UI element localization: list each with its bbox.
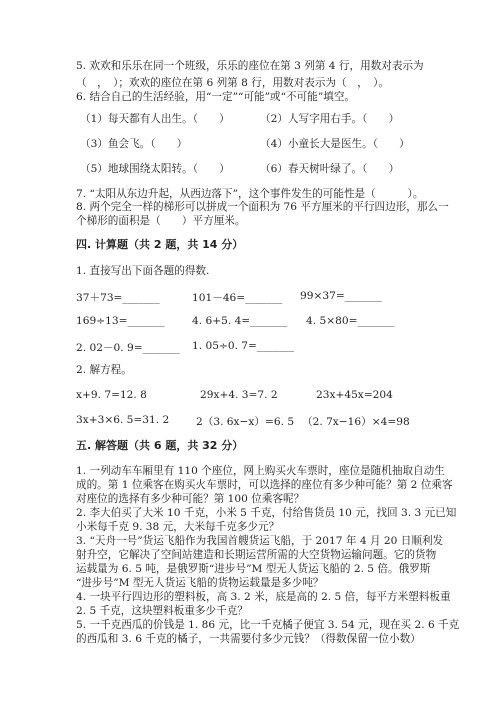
q5-line2: （ ， ）；欢欢的座位在第 6 列第 8 行，用数对表示为（ ， ）。 [76,77,389,89]
problem-line: 对座位的选择有多少种可能？第 100 位乘客呢？ [76,493,305,505]
problem-line: 2. 李大伯买了大米 10 千克，小米 5 千克，付给售货员 10 元，找回 3. 3 元已知 [76,507,457,519]
q6-item-1: （1）每天都有人出生。（ ） [80,113,230,125]
problem-line: 5. 一千克西瓜的价钱是 1. 86 元，比一千克橘子便宜 3. 54 元，现在买 2. 6 千克 [76,619,460,631]
calc-item: 99×37=_______ [300,290,382,302]
problem-line: 1. 一列动车车厢里有 110 个座位，网上购买火车票时，座位是随机抽取自动生 [76,465,445,477]
q6-intro: 6. 结合自己的生活经验，用“一定”“可能”或“不可能”填空。 [76,91,356,103]
equation-item: 3x+3×6. 5=31. 2 [76,414,170,426]
section4-title: 四. 计算题（共 2 题，共 14 分） [76,238,244,251]
section5-title: 五. 解答题（共 6 题，共 32 分） [76,439,244,452]
equation-item: 23x+45x=204 [316,389,393,401]
q6-item-5: （5）地球围绕太阳转。（ ） [80,163,230,175]
calc-item: 37＋73=_______ [76,292,160,304]
problem-line: 成的。第 1 位乘客在购买火车票时，可以选择的座位有多少种可能？第 2 位乘客 [76,479,453,491]
problem-line: 4. 一块平行四边形的塑料板，高 3. 2 米，底是高的 2. 5 倍，每平方米塑料板重 [76,591,451,603]
equation-item: x+9. 7=12. 8 [76,389,147,401]
equation-item: 2（3. 6x−x）=6. 5 [196,416,295,428]
section4-q2-title: 2. 解方程。 [76,364,132,376]
q6-item-4: （4）小童长大是医生。（ ） [260,138,410,150]
equation-item: （2. 7x−16）×4=98 [302,416,410,428]
q8-line1: 8. 两个完全一样的梯形可以拼成一个面积为 76 平方厘米的平行四边形，那么一 [76,201,449,213]
problem-line: 小米每千克 9. 38 元，大米每千克多少元？ [76,521,280,533]
problem-line: 2. 5 千克，这块塑料板重多少千克？ [76,605,248,617]
calc-item: 101－46=_______ [192,292,283,304]
q6-item-3: （3）鱼会飞。（ ） [80,138,188,150]
problem-line: 的西瓜和 3. 6 千克的橘子，一共需要付多少元钱？（得数保留一位小数） [76,633,421,645]
problem-line: 运载量为 6. 5 吨，是俄罗斯“进步号”M 型无人货运飞船的 2. 5 倍。俄罗斯 [76,563,431,575]
problem-line: “进步号”M 型无人货运飞船的货物运载量是多少吨？ [76,577,324,589]
calc-item: 4. 6+5. 4=_______ [192,315,288,327]
q8-line2: 个梯形的面积是（ ）平方厘米。 [76,215,246,227]
calc-item: 2. 02－0. 9=_______ [76,342,180,354]
calc-item: 169÷13=_______ [76,315,165,327]
equation-item: 29x+4. 3=7. 2 [200,389,278,401]
q6-item-2: （2）人写字用右手。（ ） [260,113,400,125]
problem-line: 3. “天舟一号”货运飞船作为我国首艘货运飞船，于 2017 年 4 月 20 日顺利发 [76,535,444,547]
calc-item: 4. 5×80=_______ [306,315,395,327]
section4-q1-title: 1. 直接写出下面各题的得数. [76,265,210,277]
q5-line1: 5. 欢欢和乐乐在同一个班级，乐乐的座位在第 3 列第 4 行，用数对表示为 [76,60,424,72]
q6-item-6: （6）春天树叶绿了。（ ） [260,163,400,175]
problem-line: 射升空，它解决了空间站建造和长期运营所需的大空货物运输问题。它的货物 [76,549,437,561]
q7-text: 7. “太阳从东边升起，从西边落下”，这个事件发生的可能性是（ ）。 [76,188,424,200]
calc-item: 1. 05÷0. 7=_______ [192,340,295,352]
